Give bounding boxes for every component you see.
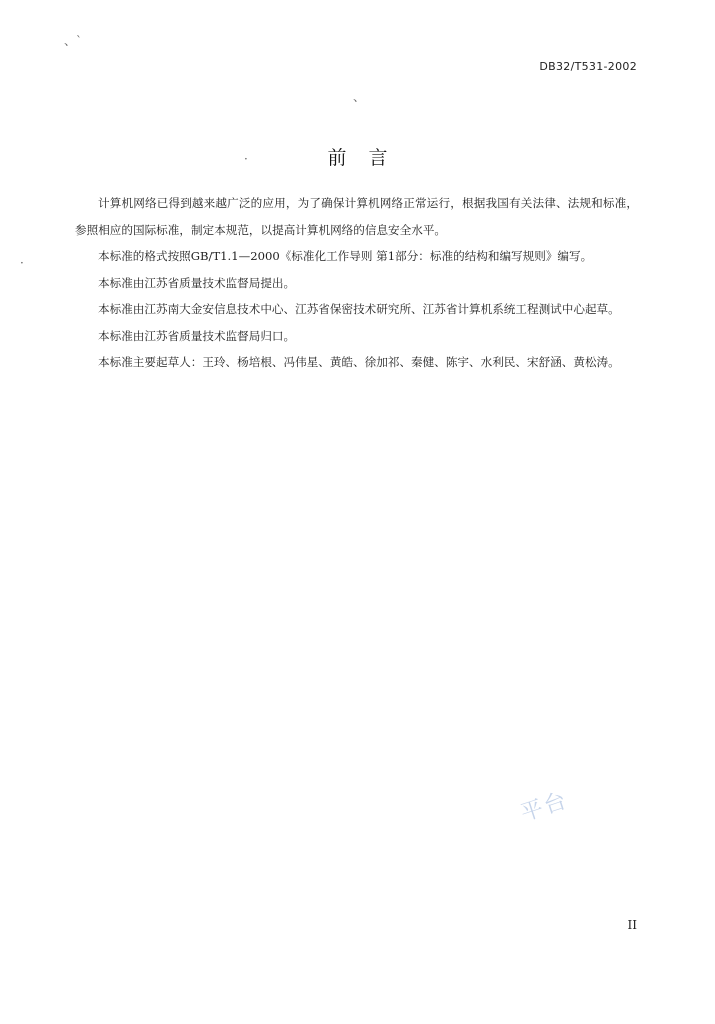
paragraph-drafting-units: 本标准由江苏南大金安信息技术中心、江苏省保密技术研究所、江苏省计算机系统工程测试中心起草。 xyxy=(98,302,620,316)
watermark: 平台 xyxy=(517,788,572,827)
foreword-body xyxy=(75,190,638,376)
paragraph-administrator: 本标准由江苏省质量技术监督局归口。 xyxy=(98,328,296,343)
scan-mark-top-left: 、` xyxy=(64,34,83,48)
paragraph-drafters: 本标准主要起草人：王玲、杨培根、冯伟星、黄皓、徐加祁、秦健、陈宇、水利民、宋舒涵、黄松涛。 xyxy=(98,355,620,369)
paragraph-proposer: 本标准由江苏省质量技术监督局提出。 xyxy=(98,275,296,290)
scan-mark-left-margin: · xyxy=(20,256,24,270)
scan-mark-top-center: 、 xyxy=(353,90,366,104)
scan-mark-title-left: · xyxy=(244,152,248,166)
paragraph-format: 本标准的格式按照GB/T1.1—2000《标准化工作导则 第1部分：标准的结构和编写规则》编写。 xyxy=(98,249,593,263)
document-identifier: DB32/T531-2002 xyxy=(539,60,637,73)
page-title: 前言 xyxy=(327,147,410,169)
paragraph-purpose: 计算机网络已得到越来越广泛的应用，为了确保计算机网络正常运行，根据我国有关法律、法规和标准，参照相应的国际标准，制定本规范，以提高计算机网络的信息安全水平。 xyxy=(75,196,638,237)
page-number: II xyxy=(627,918,637,932)
